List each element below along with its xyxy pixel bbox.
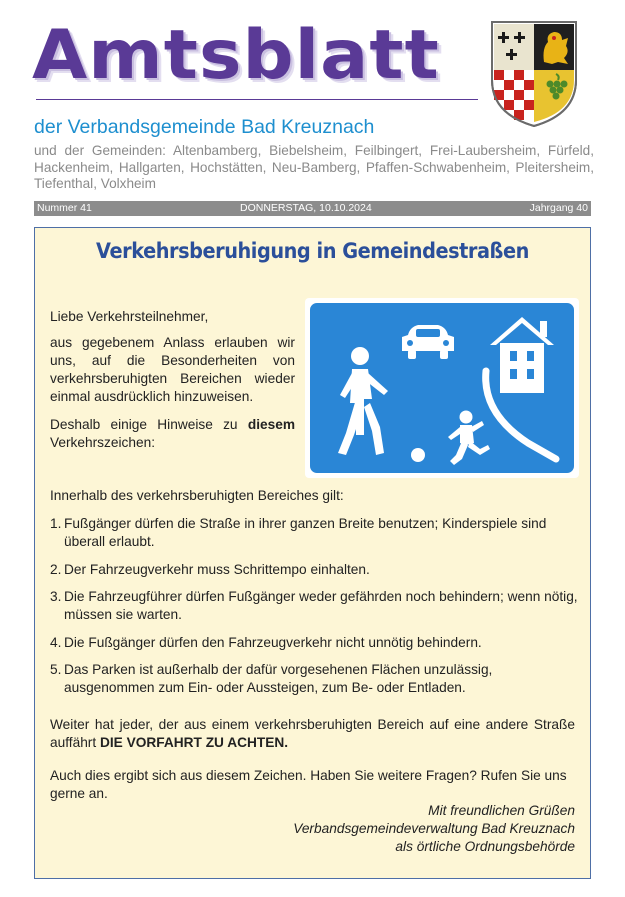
intro-paragraph: aus gegebenem Anlass erlauben wir uns, auf die Besonderheiten von verkehrsberuhigten Bereichen wieder einmal ausdrücklich hinzuweisen. bbox=[50, 335, 295, 404]
list-item-text: Der Fahrzeugverkehr muss Schrittempo einhalten. bbox=[64, 561, 370, 577]
list-item-text: Die Fußgänger dürfen den Fahrzeugverkehr nicht unnötig behindern. bbox=[64, 634, 482, 650]
list-item-text: Das Parken ist außerhalb der dafür vorgesehenen Flächen unzulässig, ausgenommen zum Ein- oder Aussteigen, zum Be- oder Entladen. bbox=[64, 662, 493, 695]
title-rule bbox=[36, 99, 478, 100]
list-item-number: 5. bbox=[50, 662, 62, 677]
list-item bbox=[50, 561, 580, 579]
hint-text-after: Verkehrszeichen: bbox=[50, 435, 155, 450]
masthead-subtitle: der Verbandsgemeinde Bad Kreuznach bbox=[34, 116, 375, 138]
list-item-number: 1. bbox=[50, 516, 62, 531]
coat-of-arms-icon bbox=[488, 18, 580, 130]
signature-line-3: als örtliche Ordnungsbehörde bbox=[395, 839, 575, 854]
hint-bold: diesem bbox=[247, 417, 295, 432]
list-item bbox=[50, 588, 580, 624]
closing-paragraph bbox=[50, 716, 575, 752]
list-item bbox=[50, 634, 580, 652]
traffic-calmed-area-sign-icon bbox=[310, 303, 574, 473]
list-item bbox=[50, 515, 580, 551]
signature-line-2: Verbandsgemeindeverwaltung Bad Kreuznach bbox=[293, 821, 575, 836]
hint-paragraph bbox=[50, 416, 295, 452]
issue-date: DONNERSTAG, 10.10.2024 bbox=[240, 202, 372, 214]
signature-line-1: Mit freundlichen Grüßen bbox=[428, 803, 575, 818]
list-item-number: 3. bbox=[50, 589, 62, 604]
masthead-title: Amtsblatt bbox=[32, 16, 440, 95]
issue-number: Nummer 41 bbox=[37, 202, 92, 214]
traffic-calmed-area-sign bbox=[305, 298, 579, 478]
issue-bar bbox=[34, 201, 591, 216]
hint-text: Deshalb einige Hinweise zu bbox=[50, 417, 238, 432]
closing-text: Weiter hat jeder, der aus einem verkehrsberuhigten Bereich auf eine andere Straße auffährt bbox=[50, 717, 575, 750]
list-item-number: 4. bbox=[50, 634, 62, 650]
closing-bold: DIE VORFAHRT ZU ACHTEN. bbox=[99, 735, 289, 750]
greeting: Liebe Verkehrsteilnehmer, bbox=[50, 309, 209, 324]
issue-volume: Jahrgang 40 bbox=[529, 202, 588, 214]
rules-list bbox=[50, 515, 580, 707]
signature bbox=[293, 802, 575, 856]
article-headline: Verkehrsberuhigung in Gemeindestraßen bbox=[96, 239, 529, 263]
list-item-text: Fußgänger dürfen die Straße in ihrer ganzen Breite benutzen; Kinderspiele sind überall erlaubt. bbox=[64, 516, 547, 549]
article-box bbox=[34, 227, 591, 879]
list-item bbox=[50, 661, 580, 697]
list-item-text: Die Fahrzeugführer dürfen Fußgänger weder gefährden noch behindern; wenn nötig, müssen sie warten. bbox=[64, 589, 578, 622]
questions-paragraph: Auch dies ergibt sich aus diesem Zeichen. Haben Sie weitere Fragen? Rufen Sie uns gerne an. bbox=[50, 768, 567, 801]
list-item-number: 2. bbox=[50, 561, 62, 577]
list-intro: Innerhalb des verkehrsberuhigten Bereiches gilt: bbox=[50, 488, 344, 503]
communities-list: und der Gemeinden: Altenbamberg, Biebelsheim, Feilbingert, Frei-Laubersheim, Fürfeld, Hackenheim, Hallgarten, Hochstätten, Neu-Bamberg, Pfaffen-Schwabenheim, Pleitersheim, Tiefenthal, Volxheim bbox=[34, 143, 594, 191]
